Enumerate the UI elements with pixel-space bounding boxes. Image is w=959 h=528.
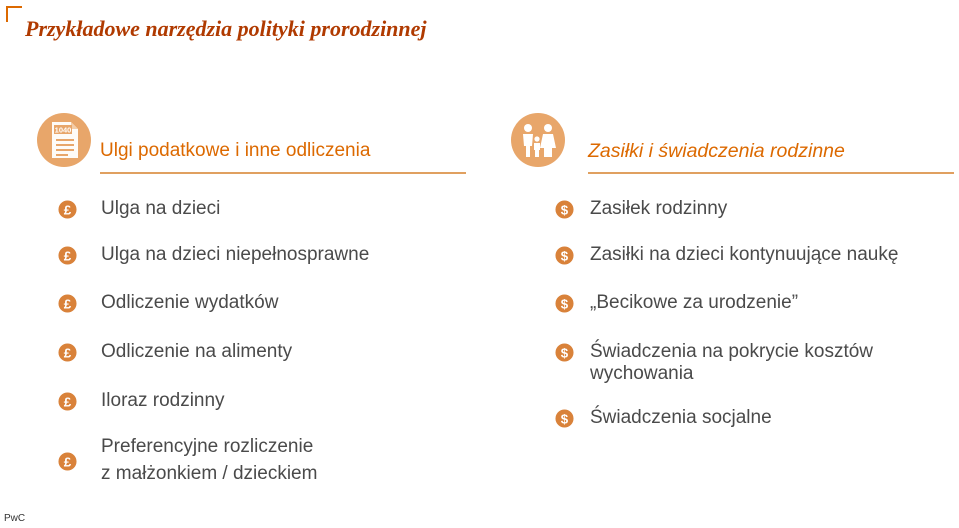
dollar-coin-icon (555, 200, 574, 219)
list-item-label: Świadczenia socjalne (590, 407, 772, 428)
list-item-label: Odliczenie wydatków (101, 292, 279, 313)
svg-text:$: $ (560, 202, 569, 218)
svg-text:$: $ (560, 248, 569, 264)
family-benefits-column (510, 108, 950, 428)
tax-relief-header (36, 108, 476, 174)
tax-form-1040-icon (36, 112, 92, 168)
tax-relief-title: Ulgi podatkowe i inne odliczenia (100, 140, 371, 161)
dollar-coin-icon (555, 409, 574, 428)
list-item-label: Ulga na dzieci niepełnosprawne (101, 244, 370, 265)
dollar-coin-icon (555, 294, 574, 313)
family-benefits-title: Zasiłki i świadczenia rodzinne (588, 140, 845, 162)
svg-text:£: £ (63, 296, 72, 312)
svg-text:£: £ (63, 345, 72, 361)
list-item-label: Preferencyjne rozliczenie (101, 436, 314, 457)
list-item-label-continued: z małżonkiem / dzieckiem (101, 463, 318, 484)
pound-coin-icon (58, 200, 77, 219)
page-title: Przykładowe narzędzia polityki prorodzinnej (25, 16, 427, 41)
list-item-label: Iloraz rodzinny (101, 390, 225, 411)
pound-coin-icon (58, 343, 77, 362)
pound-coin-icon (58, 392, 77, 411)
pound-coin-icon (58, 294, 77, 313)
family-benefits-header (510, 108, 950, 174)
svg-text:£: £ (63, 454, 72, 470)
svg-text:$: $ (560, 296, 569, 312)
family-icon (510, 112, 566, 168)
svg-text:1040: 1040 (54, 125, 72, 135)
tax-relief-column (36, 108, 476, 484)
pound-coin-icon (58, 452, 77, 471)
list-item-label: Ulga na dzieci (101, 198, 221, 219)
header-divider (100, 172, 466, 174)
dollar-coin-icon (555, 246, 574, 265)
list-item-label: Odliczenie na alimenty (101, 341, 293, 362)
svg-text:£: £ (63, 202, 72, 218)
list-item-label: „Becikowe za urodzenie” (590, 292, 799, 313)
header-divider (588, 172, 954, 174)
dollar-coin-icon (555, 343, 574, 362)
footer-brand: PwC (4, 513, 26, 524)
list-item-label: Świadczenia na pokrycie kosztów wychowania (590, 341, 874, 384)
corner-mark (6, 6, 22, 22)
svg-text:£: £ (63, 394, 72, 410)
list-item-label: Zasiłek rodzinny (590, 198, 728, 219)
pound-coin-icon (58, 246, 77, 265)
svg-text:$: $ (560, 345, 569, 361)
list-item-label: Zasiłki na dzieci kontynuujące naukę (590, 244, 899, 265)
svg-text:£: £ (63, 248, 72, 264)
svg-text:$: $ (560, 411, 569, 427)
